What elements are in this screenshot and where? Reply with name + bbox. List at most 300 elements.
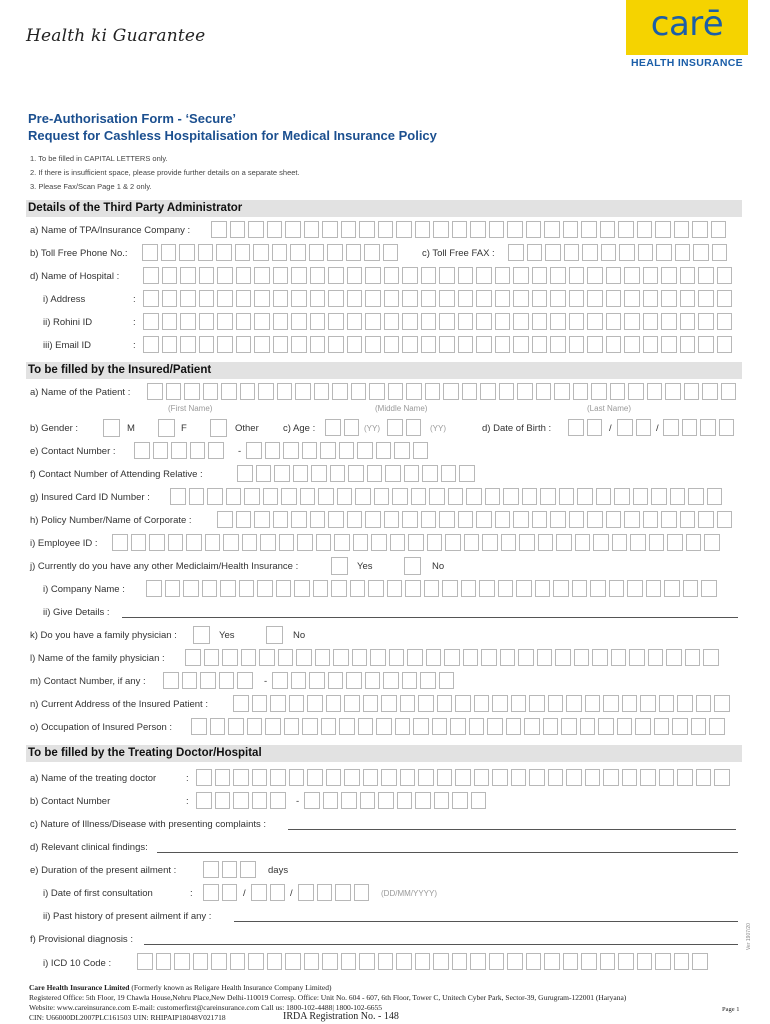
char-box[interactable] bbox=[339, 718, 355, 735]
char-box[interactable] bbox=[368, 580, 384, 597]
char-box[interactable] bbox=[707, 488, 723, 505]
char-box[interactable] bbox=[265, 442, 281, 459]
char-box[interactable] bbox=[503, 488, 519, 505]
char-box[interactable] bbox=[659, 695, 675, 712]
char-box[interactable] bbox=[600, 221, 616, 238]
char-box[interactable] bbox=[246, 442, 262, 459]
char-box[interactable] bbox=[516, 580, 532, 597]
char-box[interactable] bbox=[179, 244, 195, 261]
char-box[interactable] bbox=[199, 290, 215, 307]
char-box[interactable] bbox=[310, 511, 326, 528]
char-box[interactable] bbox=[630, 534, 646, 551]
char-box[interactable] bbox=[489, 953, 505, 970]
char-box[interactable] bbox=[458, 290, 474, 307]
char-box[interactable] bbox=[550, 511, 566, 528]
char-box[interactable] bbox=[233, 792, 249, 809]
gender-female-checkbox[interactable] bbox=[158, 419, 175, 437]
char-box[interactable] bbox=[544, 953, 560, 970]
char-box[interactable] bbox=[365, 290, 381, 307]
char-box[interactable] bbox=[661, 511, 677, 528]
char-box[interactable] bbox=[230, 221, 246, 238]
char-box[interactable] bbox=[348, 465, 364, 482]
consultation-day-boxes[interactable] bbox=[203, 884, 240, 901]
char-box[interactable] bbox=[384, 267, 400, 284]
char-box[interactable] bbox=[439, 511, 455, 528]
char-box[interactable] bbox=[193, 953, 209, 970]
char-box[interactable] bbox=[601, 244, 617, 261]
contact-std-boxes[interactable] bbox=[134, 442, 227, 459]
char-box[interactable] bbox=[384, 290, 400, 307]
char-box[interactable] bbox=[236, 267, 252, 284]
char-box[interactable] bbox=[347, 290, 363, 307]
char-box[interactable] bbox=[622, 769, 638, 786]
char-box[interactable] bbox=[369, 383, 385, 400]
char-box[interactable] bbox=[587, 313, 603, 330]
char-box[interactable] bbox=[529, 695, 545, 712]
char-box[interactable] bbox=[147, 383, 163, 400]
consultation-year-boxes[interactable] bbox=[298, 884, 372, 901]
char-box[interactable] bbox=[339, 442, 355, 459]
char-box[interactable] bbox=[574, 649, 590, 666]
char-box[interactable] bbox=[443, 383, 459, 400]
char-box[interactable] bbox=[418, 695, 434, 712]
char-box[interactable] bbox=[328, 313, 344, 330]
char-box[interactable] bbox=[307, 769, 323, 786]
char-box[interactable] bbox=[363, 769, 379, 786]
char-box[interactable] bbox=[180, 267, 196, 284]
char-box[interactable] bbox=[263, 488, 279, 505]
char-box[interactable] bbox=[383, 672, 399, 689]
char-box[interactable] bbox=[698, 336, 714, 353]
char-box[interactable] bbox=[556, 534, 572, 551]
char-box[interactable] bbox=[156, 953, 172, 970]
char-box[interactable] bbox=[307, 695, 323, 712]
char-box[interactable] bbox=[273, 336, 289, 353]
char-box[interactable] bbox=[364, 244, 380, 261]
char-box[interactable] bbox=[279, 534, 295, 551]
char-box[interactable] bbox=[274, 465, 290, 482]
char-box[interactable] bbox=[170, 488, 186, 505]
char-box[interactable] bbox=[171, 442, 187, 459]
char-box[interactable] bbox=[598, 718, 614, 735]
char-box[interactable] bbox=[252, 695, 268, 712]
char-box[interactable] bbox=[310, 267, 326, 284]
char-box[interactable] bbox=[532, 336, 548, 353]
char-box[interactable] bbox=[587, 336, 603, 353]
char-box[interactable] bbox=[680, 336, 696, 353]
char-box[interactable] bbox=[693, 244, 709, 261]
char-box[interactable] bbox=[202, 580, 218, 597]
dob-day-boxes[interactable] bbox=[568, 419, 605, 436]
char-box[interactable] bbox=[506, 718, 522, 735]
char-box[interactable] bbox=[476, 511, 492, 528]
char-box[interactable] bbox=[550, 336, 566, 353]
char-box[interactable] bbox=[554, 383, 570, 400]
char-box[interactable] bbox=[254, 511, 270, 528]
char-box[interactable] bbox=[698, 511, 714, 528]
char-box[interactable] bbox=[318, 488, 334, 505]
current-address-boxes[interactable] bbox=[233, 695, 733, 712]
char-box[interactable] bbox=[569, 290, 585, 307]
char-box[interactable] bbox=[485, 488, 501, 505]
char-box[interactable] bbox=[469, 718, 485, 735]
char-box[interactable] bbox=[667, 534, 683, 551]
char-box[interactable] bbox=[165, 580, 181, 597]
char-box[interactable] bbox=[236, 511, 252, 528]
char-box[interactable] bbox=[654, 718, 670, 735]
char-box[interactable] bbox=[479, 580, 495, 597]
char-box[interactable] bbox=[322, 221, 338, 238]
char-box[interactable] bbox=[458, 511, 474, 528]
char-box[interactable] bbox=[580, 718, 596, 735]
char-box[interactable] bbox=[235, 244, 251, 261]
char-box[interactable] bbox=[646, 580, 662, 597]
char-box[interactable] bbox=[406, 419, 422, 436]
char-box[interactable] bbox=[445, 534, 461, 551]
char-box[interactable] bbox=[359, 221, 375, 238]
char-box[interactable] bbox=[143, 313, 159, 330]
char-box[interactable] bbox=[421, 511, 437, 528]
char-box[interactable] bbox=[310, 290, 326, 307]
char-box[interactable] bbox=[385, 465, 401, 482]
char-box[interactable] bbox=[717, 336, 733, 353]
char-box[interactable] bbox=[575, 534, 591, 551]
char-box[interactable] bbox=[353, 534, 369, 551]
char-box[interactable] bbox=[365, 267, 381, 284]
toll-free-phone-boxes[interactable] bbox=[142, 244, 401, 261]
char-box[interactable] bbox=[649, 534, 665, 551]
char-box[interactable] bbox=[143, 336, 159, 353]
char-box[interactable] bbox=[387, 580, 403, 597]
char-box[interactable] bbox=[248, 953, 264, 970]
char-box[interactable] bbox=[322, 953, 338, 970]
char-box[interactable] bbox=[507, 953, 523, 970]
char-box[interactable] bbox=[587, 290, 603, 307]
char-box[interactable] bbox=[351, 383, 367, 400]
char-box[interactable] bbox=[236, 336, 252, 353]
char-box[interactable] bbox=[661, 313, 677, 330]
char-box[interactable] bbox=[363, 695, 379, 712]
char-box[interactable] bbox=[563, 221, 579, 238]
char-box[interactable] bbox=[328, 267, 344, 284]
char-box[interactable] bbox=[252, 792, 268, 809]
char-box[interactable] bbox=[402, 313, 418, 330]
char-box[interactable] bbox=[400, 695, 416, 712]
char-box[interactable] bbox=[313, 580, 329, 597]
char-box[interactable] bbox=[712, 244, 728, 261]
char-box[interactable] bbox=[344, 695, 360, 712]
char-box[interactable] bbox=[537, 649, 553, 666]
char-box[interactable] bbox=[569, 336, 585, 353]
char-box[interactable] bbox=[418, 769, 434, 786]
char-box[interactable] bbox=[222, 884, 238, 901]
char-box[interactable] bbox=[482, 534, 498, 551]
char-box[interactable] bbox=[674, 221, 690, 238]
char-box[interactable] bbox=[703, 649, 719, 666]
char-box[interactable] bbox=[270, 769, 286, 786]
doctor-contact-boxes[interactable] bbox=[304, 792, 489, 809]
char-box[interactable] bbox=[519, 534, 535, 551]
char-box[interactable] bbox=[680, 313, 696, 330]
char-box[interactable] bbox=[392, 488, 408, 505]
email-id-boxes[interactable] bbox=[143, 336, 735, 353]
char-box[interactable] bbox=[717, 511, 733, 528]
char-box[interactable] bbox=[442, 580, 458, 597]
char-box[interactable] bbox=[367, 465, 383, 482]
char-box[interactable] bbox=[501, 534, 517, 551]
char-box[interactable] bbox=[543, 718, 559, 735]
rohini-id-boxes[interactable] bbox=[143, 313, 735, 330]
char-box[interactable] bbox=[387, 419, 403, 436]
char-box[interactable] bbox=[538, 534, 554, 551]
family-physician-no-checkbox[interactable] bbox=[266, 626, 283, 644]
char-box[interactable] bbox=[211, 221, 227, 238]
char-box[interactable] bbox=[458, 267, 474, 284]
char-box[interactable] bbox=[573, 383, 589, 400]
char-box[interactable] bbox=[666, 649, 682, 666]
char-box[interactable] bbox=[437, 769, 453, 786]
char-box[interactable] bbox=[205, 534, 221, 551]
char-box[interactable] bbox=[569, 313, 585, 330]
char-box[interactable] bbox=[406, 383, 422, 400]
char-box[interactable] bbox=[517, 383, 533, 400]
char-box[interactable] bbox=[524, 718, 540, 735]
char-box[interactable] bbox=[270, 792, 286, 809]
char-box[interactable] bbox=[378, 953, 394, 970]
contact-number-boxes[interactable] bbox=[246, 442, 431, 459]
char-box[interactable] bbox=[680, 290, 696, 307]
char-box[interactable] bbox=[346, 244, 362, 261]
char-box[interactable] bbox=[455, 769, 471, 786]
char-box[interactable] bbox=[400, 769, 416, 786]
char-box[interactable] bbox=[640, 769, 656, 786]
char-box[interactable] bbox=[328, 290, 344, 307]
char-box[interactable] bbox=[359, 953, 375, 970]
char-box[interactable] bbox=[452, 221, 468, 238]
char-box[interactable] bbox=[495, 336, 511, 353]
char-box[interactable] bbox=[466, 488, 482, 505]
char-box[interactable] bbox=[258, 383, 274, 400]
char-box[interactable] bbox=[603, 695, 619, 712]
char-box[interactable] bbox=[439, 313, 455, 330]
char-box[interactable] bbox=[309, 672, 325, 689]
char-box[interactable] bbox=[315, 649, 331, 666]
char-box[interactable] bbox=[471, 792, 487, 809]
clinical-findings-line[interactable] bbox=[157, 852, 738, 853]
char-box[interactable] bbox=[270, 695, 286, 712]
char-box[interactable] bbox=[242, 534, 258, 551]
char-box[interactable] bbox=[532, 290, 548, 307]
char-box[interactable] bbox=[492, 695, 508, 712]
char-box[interactable] bbox=[360, 792, 376, 809]
char-box[interactable] bbox=[577, 488, 593, 505]
char-box[interactable] bbox=[260, 534, 276, 551]
char-box[interactable] bbox=[714, 769, 730, 786]
char-box[interactable] bbox=[381, 769, 397, 786]
char-box[interactable] bbox=[374, 488, 390, 505]
char-box[interactable] bbox=[278, 649, 294, 666]
char-box[interactable] bbox=[162, 267, 178, 284]
char-box[interactable] bbox=[487, 718, 503, 735]
char-box[interactable] bbox=[619, 244, 635, 261]
char-box[interactable] bbox=[365, 672, 381, 689]
char-box[interactable] bbox=[700, 419, 716, 436]
char-box[interactable] bbox=[143, 290, 159, 307]
char-box[interactable] bbox=[112, 534, 128, 551]
char-box[interactable] bbox=[550, 290, 566, 307]
char-box[interactable] bbox=[492, 769, 508, 786]
char-box[interactable] bbox=[495, 511, 511, 528]
char-box[interactable] bbox=[499, 383, 515, 400]
char-box[interactable] bbox=[254, 313, 270, 330]
char-box[interactable] bbox=[291, 336, 307, 353]
char-box[interactable] bbox=[294, 580, 310, 597]
age-months-boxes[interactable] bbox=[387, 419, 424, 436]
char-box[interactable] bbox=[203, 861, 219, 878]
char-box[interactable] bbox=[513, 267, 529, 284]
gender-other-checkbox[interactable] bbox=[210, 419, 227, 437]
char-box[interactable] bbox=[638, 244, 654, 261]
char-box[interactable] bbox=[622, 695, 638, 712]
char-box[interactable] bbox=[582, 244, 598, 261]
char-box[interactable] bbox=[334, 534, 350, 551]
char-box[interactable] bbox=[568, 419, 584, 436]
char-box[interactable] bbox=[421, 313, 437, 330]
char-box[interactable] bbox=[254, 267, 270, 284]
char-box[interactable] bbox=[211, 953, 227, 970]
char-box[interactable] bbox=[291, 267, 307, 284]
char-box[interactable] bbox=[424, 580, 440, 597]
other-insurance-yes-checkbox[interactable] bbox=[331, 557, 348, 575]
char-box[interactable] bbox=[162, 290, 178, 307]
char-box[interactable] bbox=[522, 488, 538, 505]
char-box[interactable] bbox=[559, 488, 575, 505]
doctor-contact-std-boxes[interactable] bbox=[196, 792, 289, 809]
char-box[interactable] bbox=[251, 884, 267, 901]
char-box[interactable] bbox=[498, 580, 514, 597]
char-box[interactable] bbox=[395, 718, 411, 735]
char-box[interactable] bbox=[609, 580, 625, 597]
char-box[interactable] bbox=[346, 672, 362, 689]
char-box[interactable] bbox=[272, 672, 288, 689]
char-box[interactable] bbox=[439, 336, 455, 353]
age-years-boxes[interactable] bbox=[325, 419, 362, 436]
char-box[interactable] bbox=[183, 580, 199, 597]
char-box[interactable] bbox=[656, 244, 672, 261]
char-box[interactable] bbox=[548, 695, 564, 712]
hospital-name-boxes[interactable] bbox=[143, 267, 735, 284]
char-box[interactable] bbox=[344, 419, 360, 436]
char-box[interactable] bbox=[617, 419, 633, 436]
char-box[interactable] bbox=[663, 419, 679, 436]
char-box[interactable] bbox=[685, 649, 701, 666]
char-box[interactable] bbox=[371, 534, 387, 551]
char-box[interactable] bbox=[698, 290, 714, 307]
char-box[interactable] bbox=[476, 290, 492, 307]
char-box[interactable] bbox=[495, 290, 511, 307]
duration-boxes[interactable] bbox=[203, 861, 259, 878]
char-box[interactable] bbox=[489, 221, 505, 238]
char-box[interactable] bbox=[643, 267, 659, 284]
char-box[interactable] bbox=[691, 718, 707, 735]
char-box[interactable] bbox=[347, 511, 363, 528]
char-box[interactable] bbox=[495, 267, 511, 284]
char-box[interactable] bbox=[390, 534, 406, 551]
char-box[interactable] bbox=[591, 383, 607, 400]
char-box[interactable] bbox=[166, 383, 182, 400]
char-box[interactable] bbox=[659, 769, 675, 786]
char-box[interactable] bbox=[511, 769, 527, 786]
char-box[interactable] bbox=[153, 442, 169, 459]
char-box[interactable] bbox=[647, 383, 663, 400]
char-box[interactable] bbox=[518, 649, 534, 666]
char-box[interactable] bbox=[606, 511, 622, 528]
char-box[interactable] bbox=[408, 534, 424, 551]
char-box[interactable] bbox=[285, 953, 301, 970]
char-box[interactable] bbox=[618, 953, 634, 970]
char-box[interactable] bbox=[259, 649, 275, 666]
char-box[interactable] bbox=[550, 267, 566, 284]
char-box[interactable] bbox=[302, 718, 318, 735]
char-box[interactable] bbox=[300, 488, 316, 505]
char-box[interactable] bbox=[381, 695, 397, 712]
char-box[interactable] bbox=[439, 672, 455, 689]
char-box[interactable] bbox=[572, 580, 588, 597]
char-box[interactable] bbox=[437, 695, 453, 712]
char-box[interactable] bbox=[355, 488, 371, 505]
char-box[interactable] bbox=[670, 488, 686, 505]
char-box[interactable] bbox=[614, 488, 630, 505]
past-history-line[interactable] bbox=[234, 921, 738, 922]
char-box[interactable] bbox=[481, 649, 497, 666]
char-box[interactable] bbox=[513, 313, 529, 330]
char-box[interactable] bbox=[628, 383, 644, 400]
char-box[interactable] bbox=[564, 244, 580, 261]
char-box[interactable] bbox=[265, 718, 281, 735]
char-box[interactable] bbox=[215, 769, 231, 786]
char-box[interactable] bbox=[396, 221, 412, 238]
char-box[interactable] bbox=[444, 649, 460, 666]
char-box[interactable] bbox=[310, 336, 326, 353]
char-box[interactable] bbox=[240, 383, 256, 400]
char-box[interactable] bbox=[186, 534, 202, 551]
char-box[interactable] bbox=[330, 465, 346, 482]
char-box[interactable] bbox=[402, 336, 418, 353]
physician-name-boxes[interactable] bbox=[185, 649, 722, 666]
char-box[interactable] bbox=[677, 769, 693, 786]
char-box[interactable] bbox=[550, 313, 566, 330]
char-box[interactable] bbox=[627, 580, 643, 597]
char-box[interactable] bbox=[217, 511, 233, 528]
char-box[interactable] bbox=[407, 649, 423, 666]
char-box[interactable] bbox=[256, 465, 272, 482]
char-box[interactable] bbox=[696, 769, 712, 786]
char-box[interactable] bbox=[606, 290, 622, 307]
char-box[interactable] bbox=[508, 244, 524, 261]
char-box[interactable] bbox=[383, 244, 399, 261]
char-box[interactable] bbox=[134, 442, 150, 459]
char-box[interactable] bbox=[233, 695, 249, 712]
char-box[interactable] bbox=[376, 718, 392, 735]
char-box[interactable] bbox=[394, 442, 410, 459]
char-box[interactable] bbox=[378, 221, 394, 238]
char-box[interactable] bbox=[643, 336, 659, 353]
char-box[interactable] bbox=[222, 861, 238, 878]
char-box[interactable] bbox=[320, 442, 336, 459]
char-box[interactable] bbox=[297, 534, 313, 551]
char-box[interactable] bbox=[415, 792, 431, 809]
char-box[interactable] bbox=[553, 580, 569, 597]
